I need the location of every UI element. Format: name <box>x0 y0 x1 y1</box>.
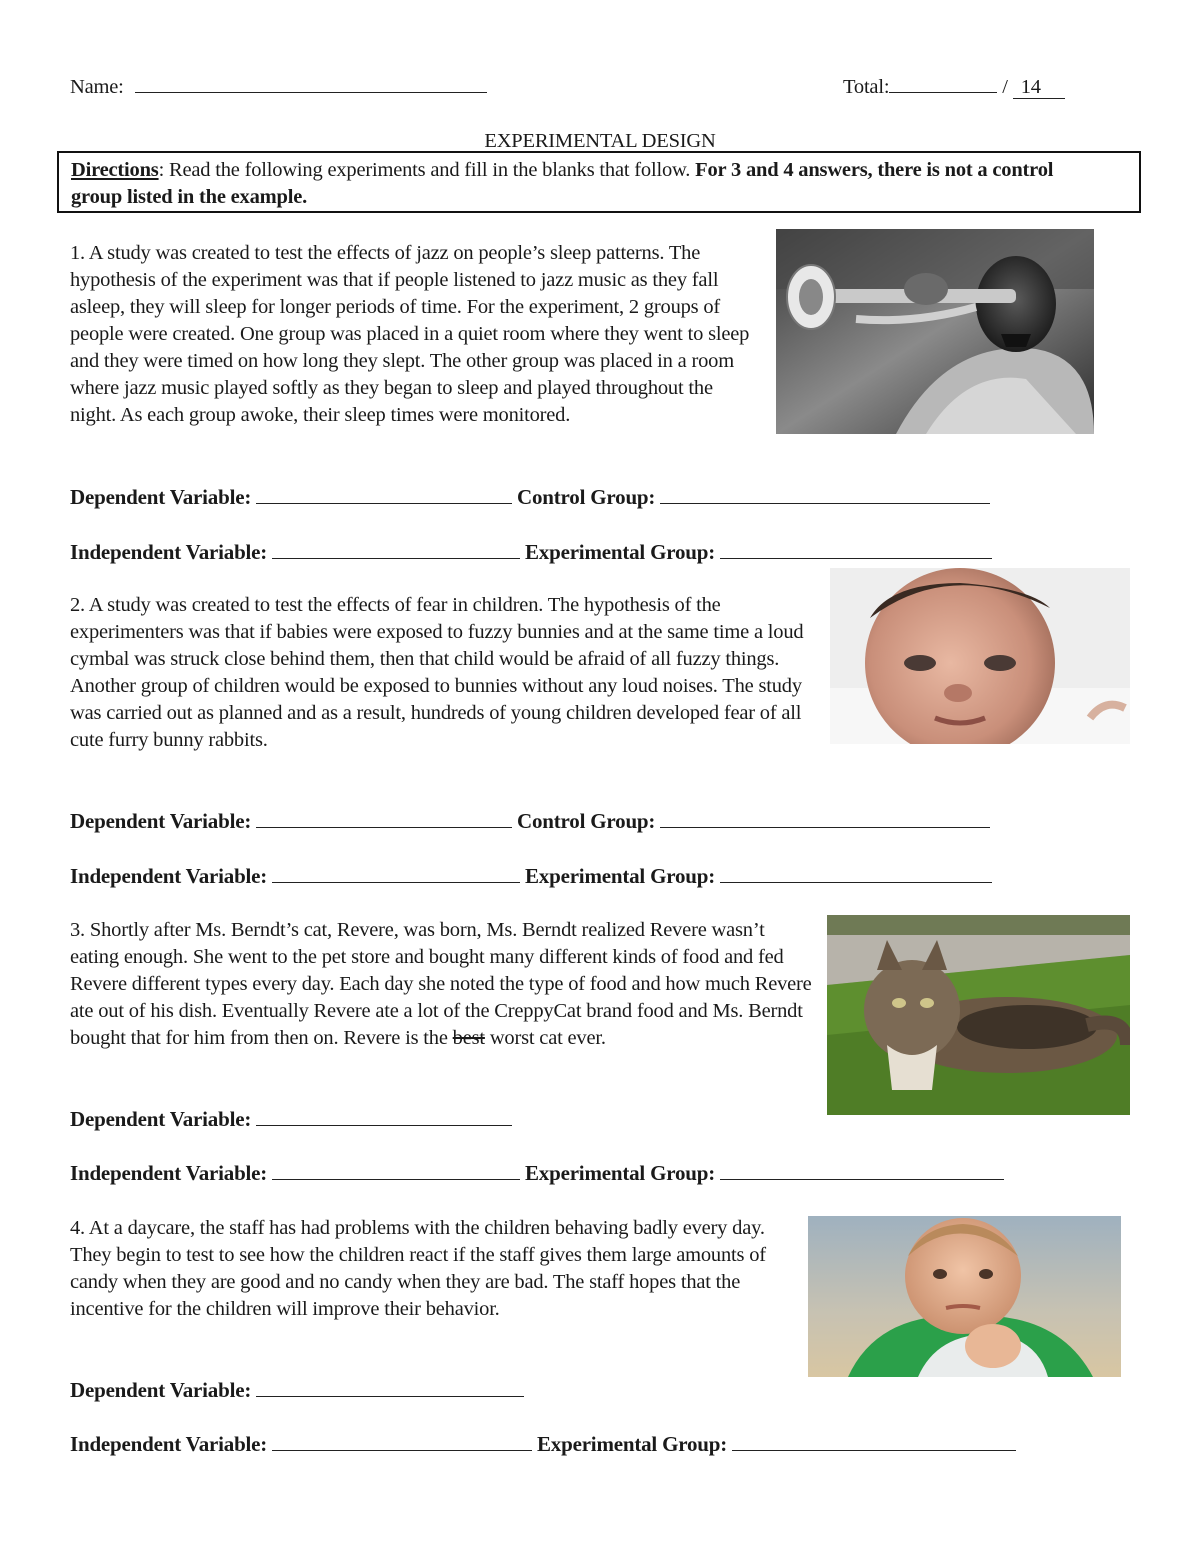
question-3-main: 3. Shortly after Ms. Berndt’s cat, Revere, was born, Ms. Berndt realized Revere wasn’t eating enough. She went to the pet store and bought many different kinds of food and fed Revere different types every day. Each day she noted the type of food and how much Revere ate out of his dish. Eventually Revere ate a lot of the CreppyCat brand food and Ms. Berndt bought that for him from then on. Revere is the <box>70 919 812 1049</box>
page-title: EXPERIMENTAL DESIGN <box>484 130 716 152</box>
q3-experimental-blank[interactable] <box>720 1161 1004 1180</box>
q3-row-1 <box>70 1106 512 1134</box>
q4-experimental-blank[interactable] <box>732 1432 1016 1451</box>
q1-control-blank[interactable] <box>660 485 990 504</box>
q2-dependent-blank[interactable] <box>256 809 512 828</box>
q3-independent-blank[interactable] <box>272 1161 520 1180</box>
q2-independent-label: Independent Variable: <box>70 864 268 888</box>
q4-dependent-blank[interactable] <box>256 1378 524 1397</box>
directions-body: : Read the following experiments and fill in the blanks that follow. <box>158 159 696 181</box>
q1-dependent-label: Dependent Variable: <box>70 485 252 509</box>
name-blank[interactable] <box>135 74 487 93</box>
question-2-text: 2. A study was created to test the effects of fear in children. The hypothesis of the experimenters was that if babies were exposed to fuzzy bunnies and at the same time a loud cymbal was struck close behind them, then that child would be afraid of all fuzzy things. Another group of children would be exposed to bunnies without any loud noises. The study was carried out as planned and as a result, hundreds of young children developed fear of all cute furry bunny rabbits. <box>70 594 804 751</box>
q3-dependent-label: Dependent Variable: <box>70 1107 252 1131</box>
q3-row-2 <box>70 1160 1004 1188</box>
q4-row-2 <box>70 1431 1016 1459</box>
q1-experimental-label: Experimental Group: <box>524 540 716 564</box>
q1-dependent-blank[interactable] <box>256 485 512 504</box>
q2-experimental-blank[interactable] <box>720 864 992 883</box>
q1-control-label: Control Group: <box>517 485 656 509</box>
question-3-struck: best <box>452 1027 485 1049</box>
total-label: Total: <box>843 76 890 98</box>
q1-row-1 <box>70 484 990 512</box>
directions-bold: For 3 and 4 answers, there is not a control group listed in the example. <box>71 159 1054 208</box>
q2-experimental-label: Experimental Group: <box>524 864 716 888</box>
total-slash: / <box>1002 76 1008 98</box>
directions-label: Directions <box>71 159 159 181</box>
q2-dependent-label: Dependent Variable: <box>70 809 252 833</box>
q3-experimental-label: Experimental Group: <box>524 1161 716 1185</box>
q1-independent-blank[interactable] <box>272 540 520 559</box>
q4-independent-blank[interactable] <box>272 1432 532 1451</box>
q1-independent-label: Independent Variable: <box>70 540 268 564</box>
q2-independent-blank[interactable] <box>272 864 520 883</box>
cat-on-grass-photo <box>827 915 1130 1115</box>
directions-text <box>71 157 1071 210</box>
question-1-text: 1. A study was created to test the effects of jazz on people’s sleep patterns. The hypothesis of the experiment was that if people listened to jazz music as they fall asleep, they will sleep for longer periods of time. For the experiment, 2 groups of people were created. One group was placed in a quiet room where they went to sleep and they were timed on how long they slept. The other group was placed in a room where jazz music played softly as they began to sleep and played throughout the night. As each group awoke, their sleep times were monitored. <box>70 242 750 426</box>
jazz-trumpeter-photo <box>776 229 1094 434</box>
q3-dependent-blank[interactable] <box>256 1107 512 1126</box>
q2-control-label: Control Group: <box>517 809 656 833</box>
q2-row-1 <box>70 808 990 836</box>
q2-control-blank[interactable] <box>660 809 990 828</box>
q2-row-2 <box>70 863 992 891</box>
total-max: 14 <box>1013 76 1065 99</box>
q4-independent-label: Independent Variable: <box>70 1432 268 1456</box>
q4-row-1 <box>70 1377 524 1405</box>
question-4-text: 4. At a daycare, the staff has had problems with the children behaving badly every day. They begin to test to see how the children react if the staff gives them large amounts of candy when they are good and no candy when they are bad. The staff hopes that the incentive for the children will improve their behavior. <box>70 1217 766 1320</box>
directions-box <box>57 151 1141 213</box>
total-blank[interactable] <box>889 74 997 93</box>
q1-experimental-blank[interactable] <box>720 540 992 559</box>
crying-baby-photo <box>830 568 1130 744</box>
q1-row-2 <box>70 539 992 567</box>
name-label: Name: <box>70 76 124 98</box>
q4-dependent-label: Dependent Variable: <box>70 1378 252 1402</box>
q3-independent-label: Independent Variable: <box>70 1161 268 1185</box>
success-kid-photo <box>808 1216 1121 1377</box>
question-3-text <box>70 917 815 1052</box>
q4-experimental-label: Experimental Group: <box>536 1432 728 1456</box>
name-line <box>70 74 487 101</box>
question-3-end: worst cat ever. <box>484 1027 606 1049</box>
total-line <box>843 74 1065 101</box>
